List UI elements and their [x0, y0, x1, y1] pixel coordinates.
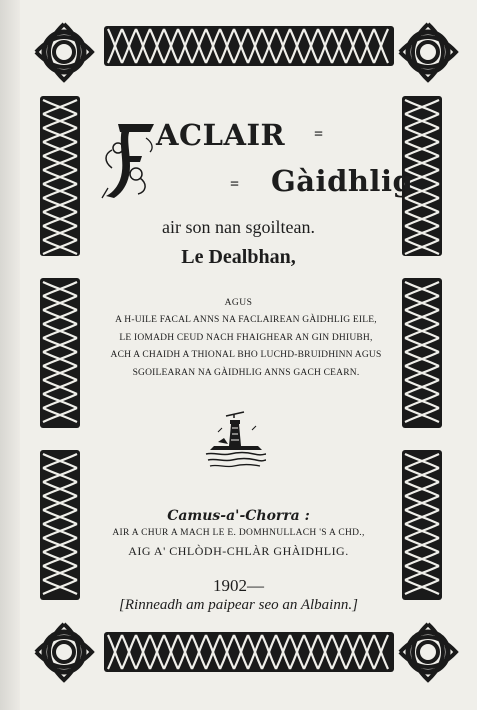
lighthouse-vignette-icon: [204, 410, 268, 472]
description-line: ACH A CHAIDH A THIONAL BHO LUCHD-BRUIDHINN AGUS: [110, 350, 382, 360]
publisher-line: AIR A CHUR A MACH LE E. DOMHNULLACH 'S A CHD.,: [112, 528, 365, 538]
title-dash: =: [230, 176, 240, 193]
description: [96, 312, 396, 382]
press-line: AIG A' CHLÒDH-CHLÀR GHÀIDHLIG.: [128, 544, 349, 558]
subtitle: air son nan sgoiltean.: [162, 217, 315, 237]
publication-year: 1902—: [213, 576, 264, 595]
title-block: [100, 118, 414, 208]
corner-knot-icon: [400, 24, 456, 80]
knot-band: [104, 26, 394, 66]
description-line: A H-UILE FACAL ANNS NA FACLAIREAN GÀIDHLIG EILE,: [115, 315, 377, 325]
description-line: LE IOMADH CEUD NACH FHAIGHEAR AN GIN DHIUBH,: [119, 332, 373, 343]
publication-place: Camus-a'-Chorra :: [167, 508, 310, 524]
knot-band: [104, 632, 394, 672]
description-line: SGOILEARAN NA GÀIDHLIG ANNS GACH CEARN.: [132, 367, 360, 378]
title-dash: =: [314, 126, 324, 143]
corner-knot-icon: [36, 624, 92, 680]
corner-knot-icon: [400, 624, 456, 680]
illuminated-dropcap-f-icon: [100, 118, 158, 200]
title-word-faclair: ACLAIR: [156, 118, 286, 152]
agus-line: AGUS: [224, 298, 253, 308]
title-word-gaidhlig: Gàidhlig: [271, 164, 414, 198]
illustrations-line: Le Dealbhan,: [181, 246, 296, 268]
corner-knot-icon: [36, 24, 92, 80]
paper-note: [Rinneadh am paipear seo an Albainn.]: [119, 597, 358, 613]
